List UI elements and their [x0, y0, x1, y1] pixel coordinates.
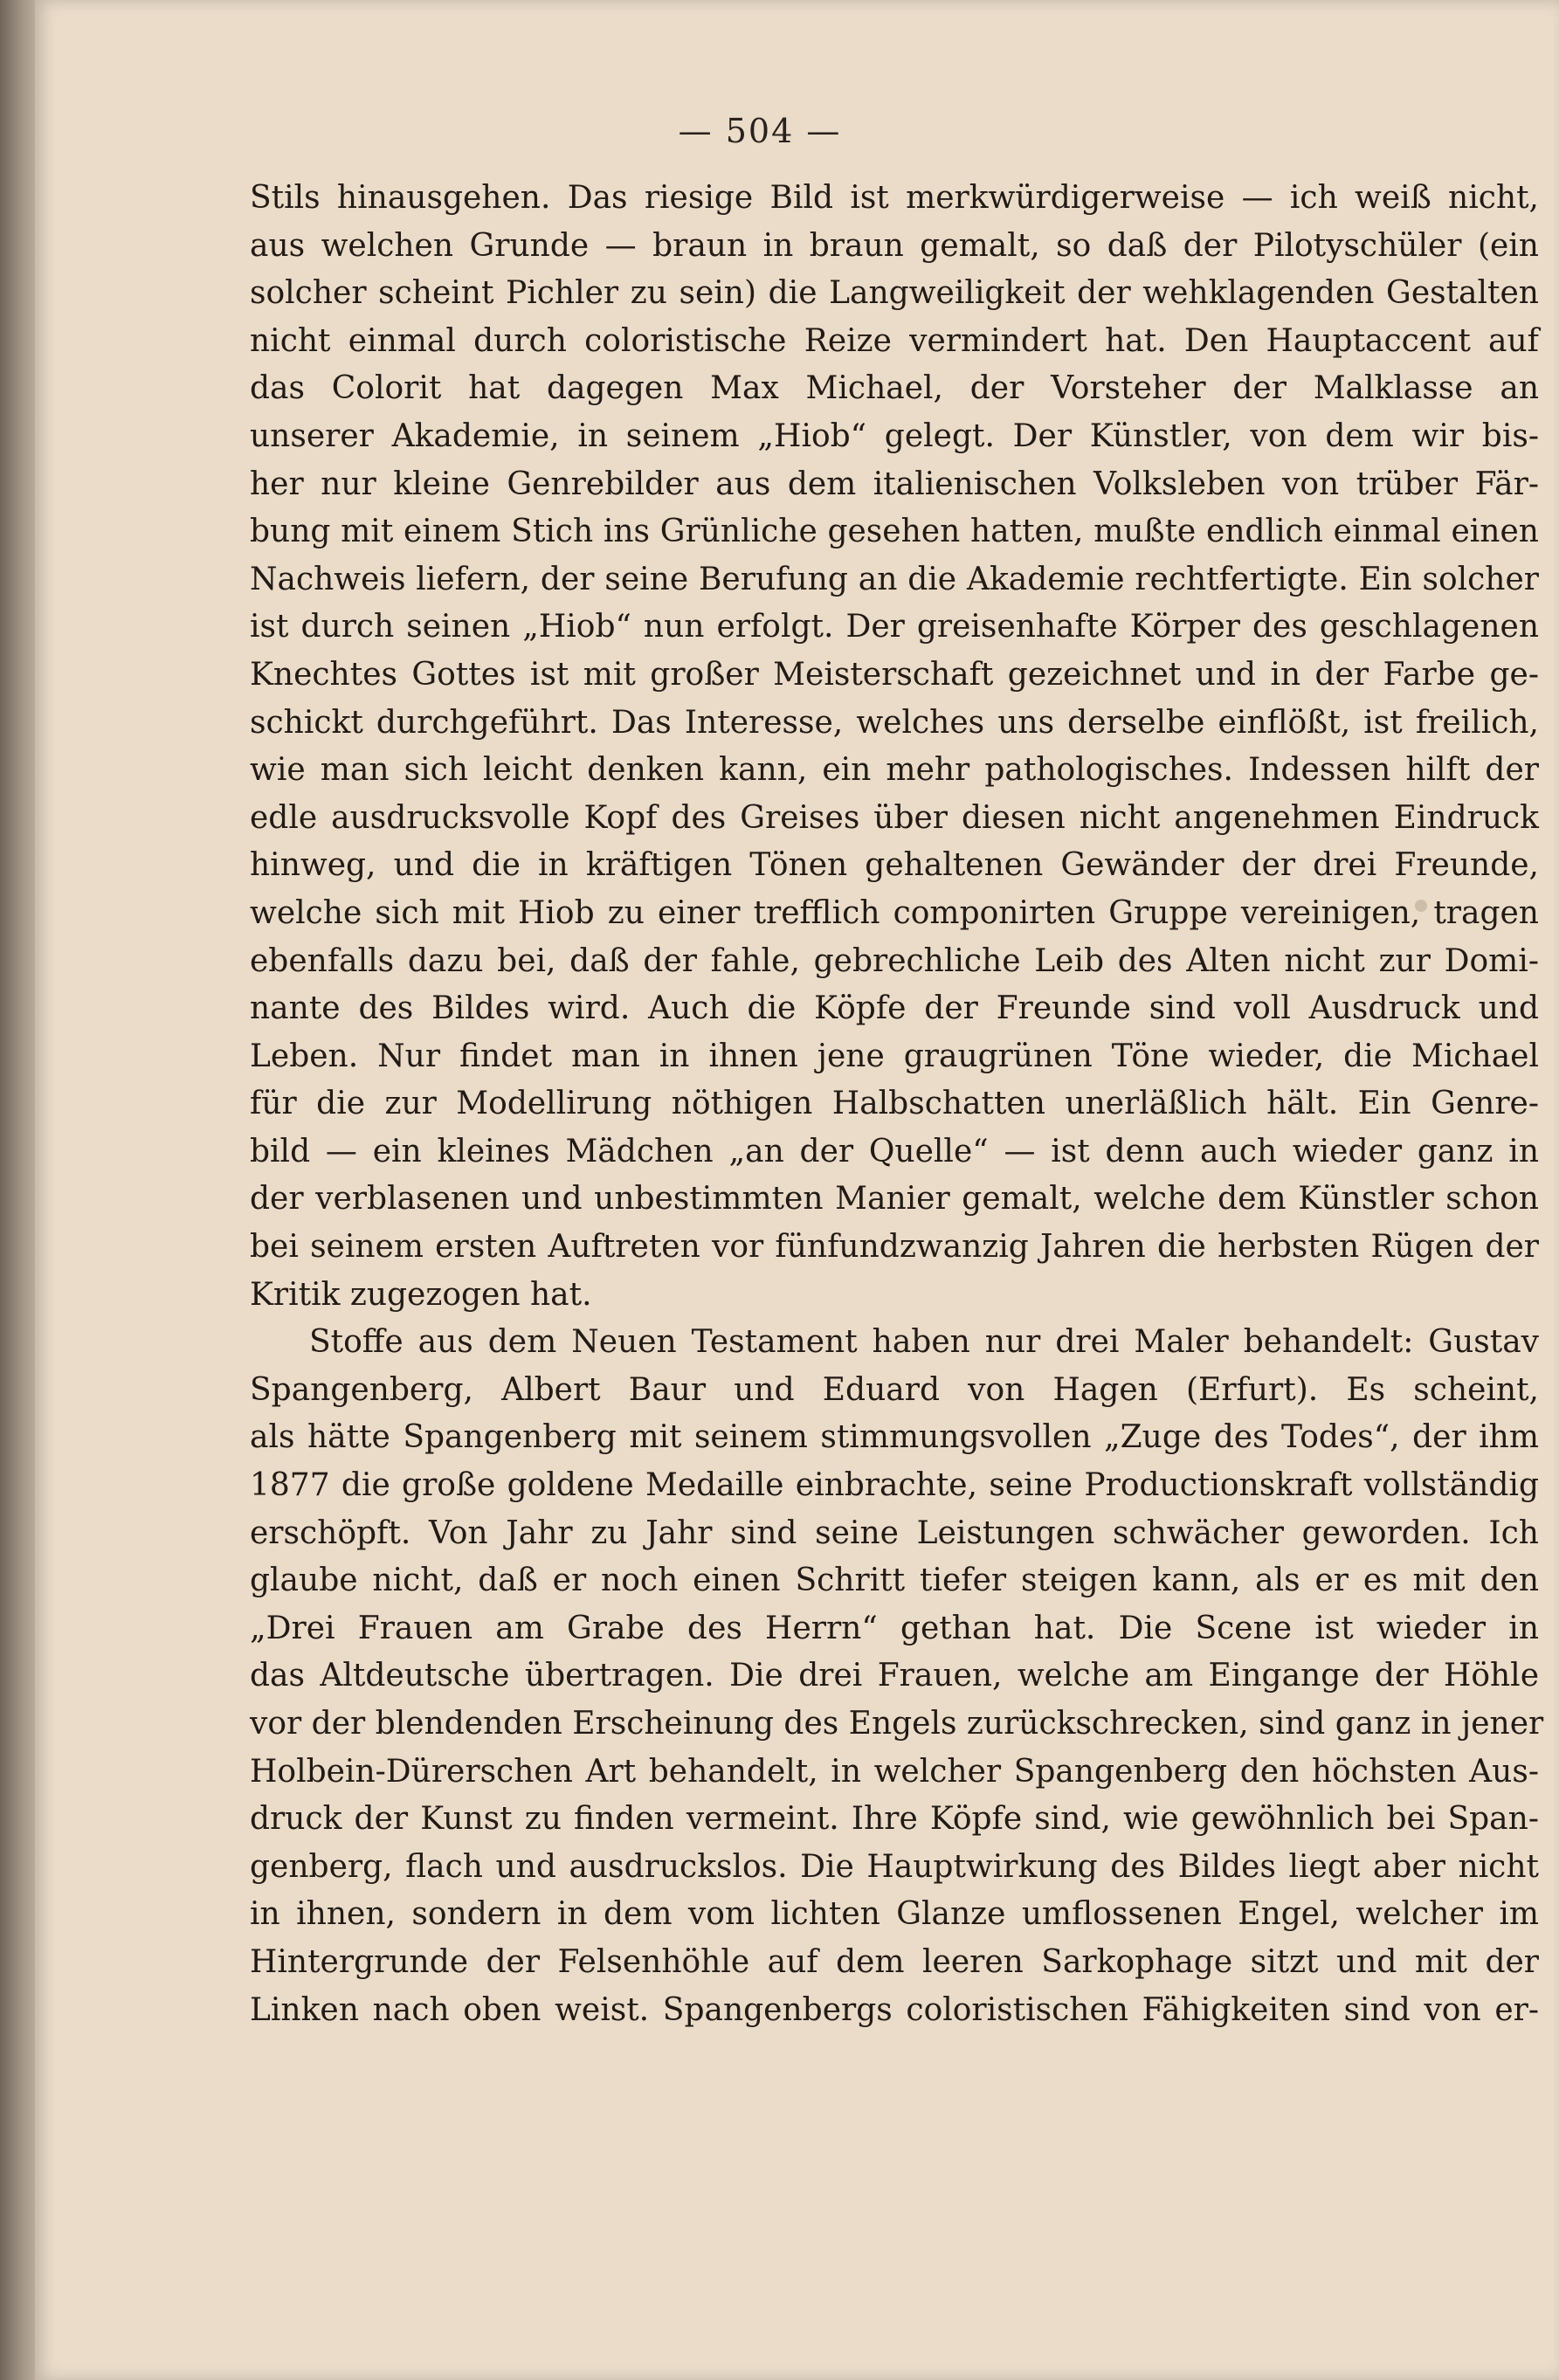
- text-line: welche sich mit Hiob zu einer trefflich componirten Gruppe vereinigen, tragen: [250, 894, 1539, 931]
- text-line: der verblasenen und unbestimmten Manier gemalt, welche dem Künstler schon: [250, 1181, 1539, 1218]
- text-line: das Colorit hat dagegen Max Michael, der Vorsteher der Malklasse an: [250, 370, 1539, 407]
- text-line: her nur kleine Genrebilder aus dem italienischen Volksleben von trüber Fär-: [250, 466, 1539, 502]
- text-line: ist durch seinen „Hiob“ nun erfolgt. Der greisenhafte Körper des geschlagenen: [250, 609, 1539, 645]
- text-line: wie man sich leicht denken kann, ein mehr pathologisches. Indessen hilft der: [250, 752, 1539, 789]
- text-line: unserer Akademie, in seinem „Hiob“ gelegt. Der Künstler, von dem wir bis-: [250, 417, 1539, 454]
- text-line: nicht einmal durch coloristische Reize vermindert hat. Den Hauptaccent auf: [250, 322, 1539, 359]
- paragraph-start-line: Stoffe aus dem Neuen Testament haben nur drei Maler behandelt: Gustav: [309, 1324, 1539, 1361]
- text-line: 1877 die große goldene Medaille einbrachte, seine Productionskraft vollständig: [250, 1467, 1539, 1504]
- text-line: als hätte Spangenberg mit seinem stimmungsvollen „Zuge des Todes“, der ihm: [250, 1419, 1539, 1456]
- text-line: bei seinem ersten Auftreten vor fünfundzwanzig Jahren die herbsten Rügen der: [250, 1229, 1539, 1266]
- ink-blot: [1415, 900, 1427, 912]
- text-line: Spangenberg, Albert Baur und Eduard von Hagen (Erfurt). Es scheint,: [250, 1371, 1539, 1408]
- text-line: druck der Kunst zu finden vermeint. Ihre Köpfe sind, wie gewöhnlich bei Span-: [250, 1801, 1539, 1838]
- paragraph-end-line: Kritik zugezogen hat.: [250, 1276, 592, 1313]
- text-line: bild — ein kleines Mädchen „an der Quelle“ — ist denn auch wieder ganz in: [250, 1133, 1539, 1169]
- text-line: „Drei Frauen am Grabe des Herrn“ gethan hat. Die Scene ist wieder in: [250, 1610, 1539, 1646]
- text-line: solcher scheint Pichler zu sein) die Langweiligkeit der wehklagenden Gestalten: [250, 275, 1539, 312]
- text-line: Holbein-Dürerschen Art behandelt, in welcher Spangenberg den höchsten Aus-: [250, 1753, 1539, 1790]
- text-line: schickt durchgeführt. Das Interesse, welches uns derselbe einflößt, ist freilich,: [250, 704, 1539, 741]
- text-line: Nachweis liefern, der seine Berufung an die Akademie rechtfertigte. Ein solcher: [250, 561, 1539, 597]
- text-line: Leben. Nur findet man in ihnen jene graugrünen Töne wieder, die Michael: [250, 1038, 1539, 1074]
- body-text: [250, 175, 1544, 2034]
- text-line: hinweg, und die in kräftigen Tönen gehaltenen Gewänder der drei Freunde,: [250, 847, 1539, 884]
- text-line: ebenfalls dazu bei, daß der fahle, gebrechliche Leib des Alten nicht zur Domi-: [250, 942, 1539, 979]
- book-page: [35, 0, 1559, 2380]
- page-number: — 504 —: [678, 112, 842, 150]
- text-line: in ihnen, sondern in dem vom lichten Glanze umflossenen Engel, welcher im: [250, 1896, 1539, 1933]
- text-line: für die zur Modellirung nöthigen Halbschatten unerläßlich hält. Ein Genre-: [250, 1086, 1539, 1122]
- text-line: genberg, flach und ausdruckslos. Die Hauptwirkung des Bildes liegt aber nicht: [250, 1848, 1539, 1885]
- text-line: Stils hinausgehen. Das riesige Bild ist merkwürdigerweise — ich weiß nicht,: [250, 180, 1539, 216]
- text-line: das Altdeutsche übertragen. Die drei Frauen, welche am Eingange der Höhle: [250, 1658, 1539, 1694]
- text-line: Linken nach oben weist. Spangenbergs coloristischen Fähigkeiten sind von er-: [250, 1991, 1539, 2028]
- text-line: erschöpft. Von Jahr zu Jahr sind seine Leistungen schwächer geworden. Ich: [250, 1514, 1539, 1551]
- text-line: vor der blendenden Erscheinung des Engels zurückschrecken, sind ganz in jener: [250, 1706, 1544, 1742]
- text-line: Knechtes Gottes ist mit großer Meisterschaft gezeichnet und in der Farbe ge-: [250, 656, 1539, 693]
- text-line: aus welchen Grunde — braun in braun gemalt, so daß der Pilotyschüler (ein: [250, 227, 1539, 264]
- text-line: Hintergrunde der Felsenhöhle auf dem leeren Sarkophage sitzt und mit der: [250, 1943, 1539, 1980]
- text-line: edle ausdrucksvolle Kopf des Greises über diesen nicht angenehmen Eindruck: [250, 799, 1539, 836]
- text-line: bung mit einem Stich ins Grünliche gesehen hatten, mußte endlich einmal einen: [250, 514, 1539, 550]
- text-line: nante des Bildes wird. Auch die Köpfe der Freunde sind voll Ausdruck und: [250, 990, 1539, 1027]
- text-line: glaube nicht, daß er noch einen Schritt tiefer steigen kann, als er es mit den: [250, 1563, 1539, 1599]
